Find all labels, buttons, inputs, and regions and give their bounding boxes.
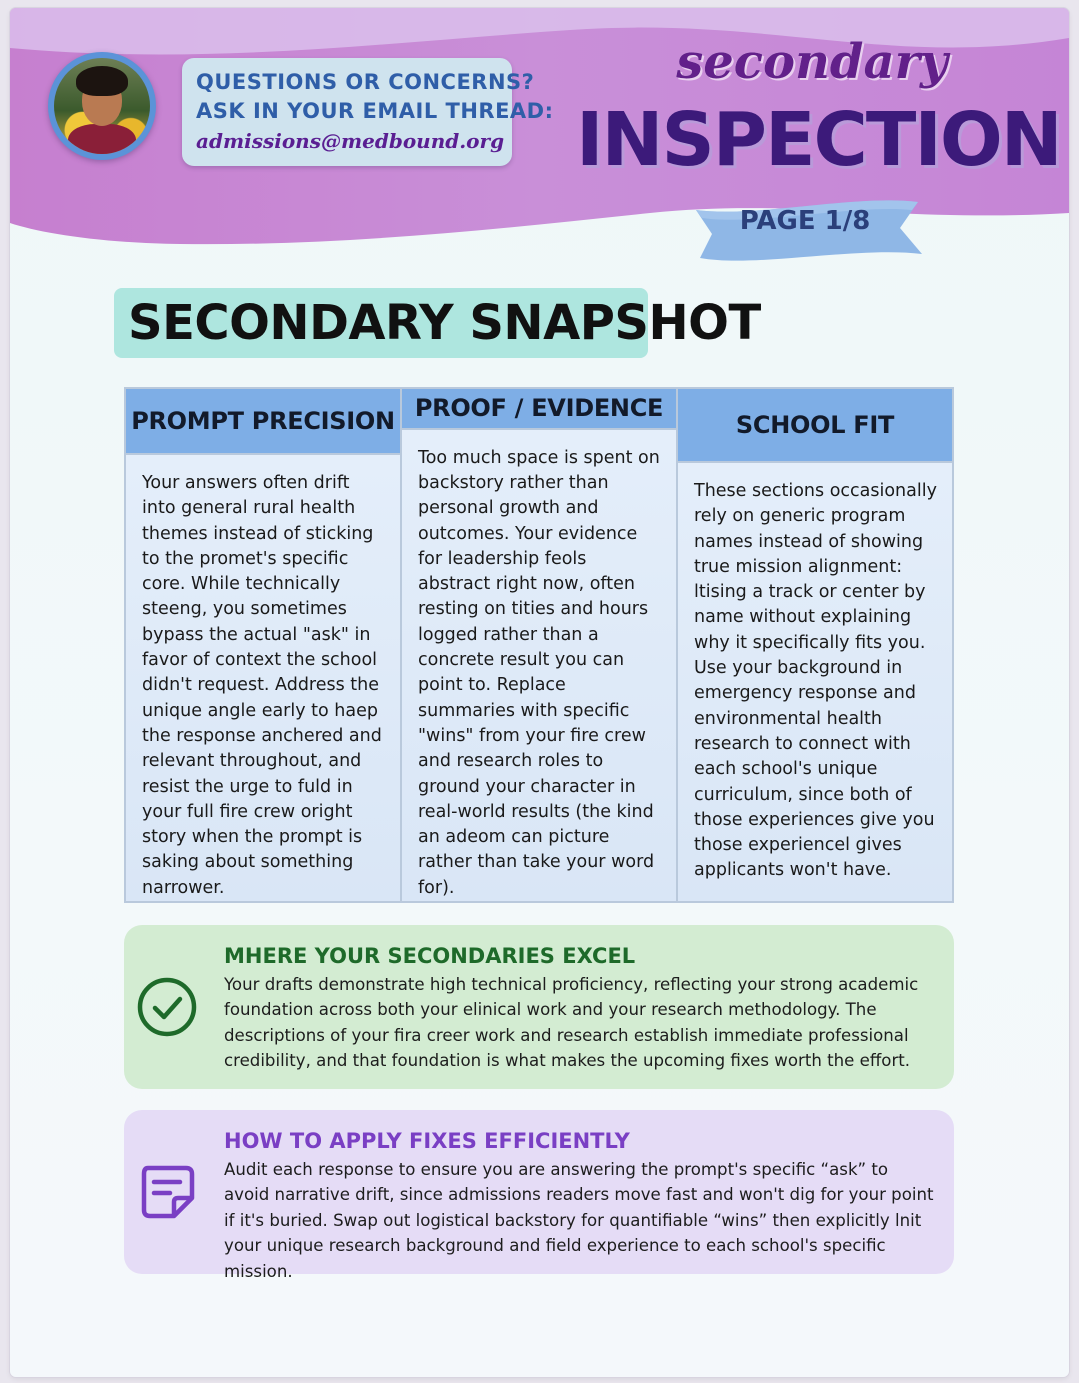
title-main: INSPECTION: [576, 97, 1061, 183]
page-indicator: PAGE 1/8: [739, 206, 871, 236]
strengths-body: Your drafts demonstrate high technical proficiency, reflecting your strong academic foundation across both your elinical work and your research methodology. The descriptions of your fira creer work and research establish immediate professional credibility, and that foundation is what makes the upcoming fixes worth the effort.: [224, 975, 919, 1071]
title-script: secondary: [676, 34, 948, 90]
column-body: Your answers often drift into general rural health themes instead of sticking to the promet's specific core. While technically steeng, you sometimes bypass the actual "ask" in favor of context the school didn't request. Address the unique angle early to haep the response anchered and relevant throughout, and resist the urge to fuld in your full fire crew oright story when the prompt is saking about something narrower.: [126, 455, 400, 901]
contact-callout: [182, 58, 554, 166]
check-circle-icon: [136, 976, 198, 1038]
avatar-photo: [54, 58, 150, 154]
column-body: These sections occasionally rely on generic program names instead of showing true mission alignment: ltising a track or center by name without explaining why it specifically fits you. Use your background in emergency response and environmental health research to connect with each school's unique curriculum, since both of those experiences give you those experiencel gives applicants won't have.: [678, 463, 952, 901]
fixes-body: Audit each response to ensure you are answering the prompt's specific “ask” to avoid narrative drift, since admissions readers move fast and won't dig for your point if it's buried. Swap out logistical backstory for quantifiable “wins” then explicitly lnit your unique research background and field experience to each school's specific mission.: [224, 1160, 934, 1281]
fixes-card: [124, 1110, 954, 1281]
snapshot-table: [124, 387, 954, 903]
column-heading: PROOF / EVIDENCE: [402, 389, 676, 430]
column-body: Too much space is spent on backstory rather than personal growth and outcomes. Your evidence for leadership feols abstract right now, often resting on tities and hours logged rather than a concrete result you can point to. Replace summaries with specific "wins" from your fire crew and research roles to ground your character in real-world results (the kind an adeom can picture rather than take your word for).: [402, 430, 676, 901]
strengths-title: MHERE YOUR SECONDARIES EXCEL: [224, 944, 636, 968]
contact-email-link[interactable]: admissions@medbound.org: [196, 129, 505, 153]
column-prompt-precision: [126, 389, 400, 901]
column-proof-evidence: [400, 389, 676, 901]
contact-line-2: ASK IN YOUR EMAIL THREAD:: [196, 99, 554, 123]
column-heading: SCHOOL FIT: [678, 389, 952, 463]
snapshot-title: SECONDARY SNAPSHOT: [114, 288, 648, 358]
page: [10, 8, 1069, 1377]
fixes-title: HOW TO APPLY FIXES EFFICIENTLY: [224, 1129, 630, 1153]
strengths-card: [124, 925, 954, 1089]
note-icon: [136, 1160, 198, 1222]
avatar: [48, 52, 156, 160]
column-heading: PROMPT PRECISION: [126, 389, 400, 455]
contact-line-1: QUESTIONS OR CONCERNS?: [196, 70, 535, 94]
column-school-fit: [676, 389, 952, 901]
